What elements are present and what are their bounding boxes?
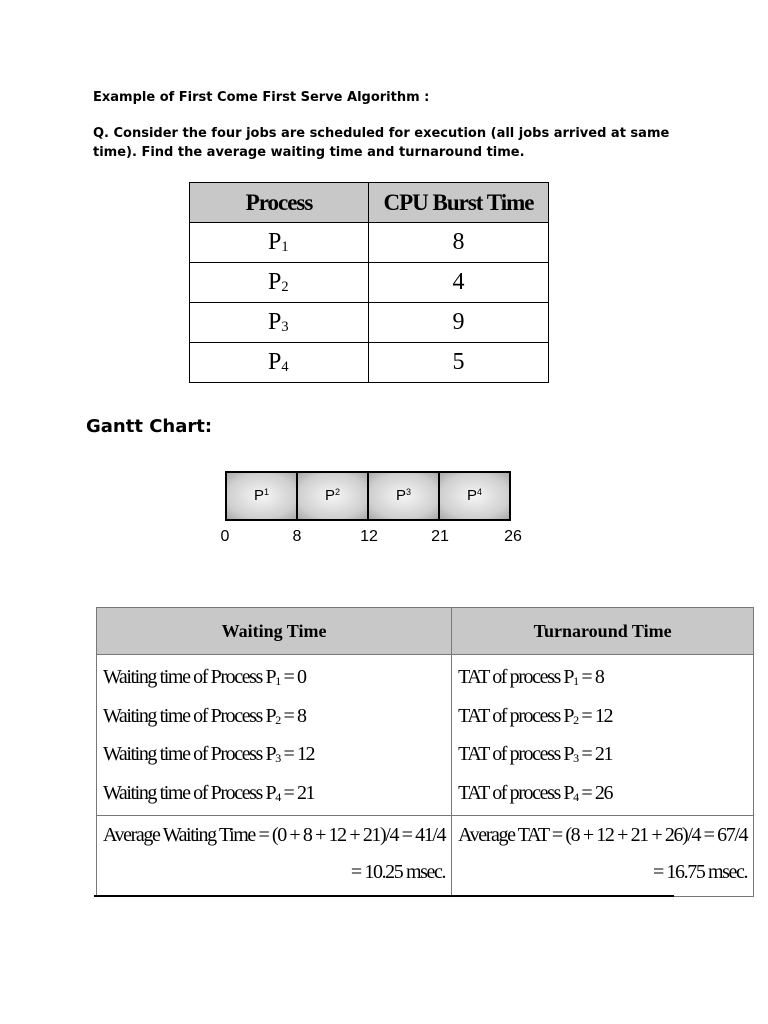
burst-cell: 9 [369,303,549,343]
tat-line: TAT of process $P_3 = 21$ [458,743,613,765]
tat-line: TAT of process $P_4 = 26$ [458,781,613,804]
process-cell: $P_3$ [190,303,369,343]
process-cell: $P_2$ [190,263,369,303]
waiting-time-header: Waiting Time [97,608,452,655]
process-cell: $P_1$ [190,223,369,263]
burst-column-header: CPU Burst Time [369,183,549,223]
tat-line: TAT of process $P_1 = 8$ [458,666,604,688]
average-waiting-result: = 10.25 msec. [350,861,446,883]
turnaround-time-header: Turnaround Time [452,608,754,655]
calc-rows [97,655,754,816]
gantt-tick-label: 26 [504,528,522,545]
gantt-tick-label: 21 [431,528,449,545]
burst-table-header-row [190,183,549,223]
gantt-cell-p3: P 3 [369,473,440,519]
average-tat-cell [452,816,754,897]
waiting-time-line: Waiting time of Process $P_3 = 12$ [103,743,315,765]
question-text: Q. Consider the four jobs are scheduled for execution (all jobs arrived at same time). Find the average waiting time and turnaround time. [93,126,670,160]
table-row [190,343,549,383]
table-row [190,303,549,343]
waiting-time-list [97,655,452,816]
burst-cell: 8 [369,223,549,263]
gantt-cell-p4: P 4 [440,473,509,519]
burst-cell: 4 [369,263,549,303]
waiting-time-line: Waiting time of Process $P_2 = 8$ [103,704,306,727]
process-column-header: Process [190,183,369,223]
average-waiting-cell [97,816,452,897]
waiting-turnaround-table [96,607,754,897]
average-tat-result: = 16.75 msec. [652,861,748,883]
gantt-tick-label: 8 [292,528,302,545]
turnaround-time-list [452,655,754,816]
average-tat-formula: Average TAT = (8 + 12 + 21 + 26)/4 = 67/4 [458,824,748,846]
gantt-chart-title: Gantt Chart: [86,416,213,437]
average-row [97,816,754,897]
gantt-tick-label: 12 [360,528,378,545]
average-waiting-formula: Average Waiting Time = (0 + 8 + 12 + 21)/4 = 41/4 [103,824,446,846]
example-heading: Example of First Come First Serve Algorithm : [93,90,430,105]
waiting-time-line: Waiting time of Process $P_1 = 0$ [103,666,306,688]
process-cell: $P_4$ [190,343,369,383]
tat-line: TAT of process $P_2 = 12$ [458,704,613,727]
gantt-tick-label: 0 [220,528,230,545]
table-bottom-rule [94,895,674,897]
table-row [190,223,549,263]
burst-cell: 5 [369,343,549,383]
calc-header-row [97,608,754,655]
table-row [190,263,549,303]
gantt-cell-p2: P 2 [298,473,369,519]
burst-time-table [189,182,549,383]
waiting-time-line: Waiting time of Process $P_4 = 21$ [103,781,315,804]
gantt-chart [225,471,511,521]
gantt-cell-p1: P 1 [227,473,298,519]
